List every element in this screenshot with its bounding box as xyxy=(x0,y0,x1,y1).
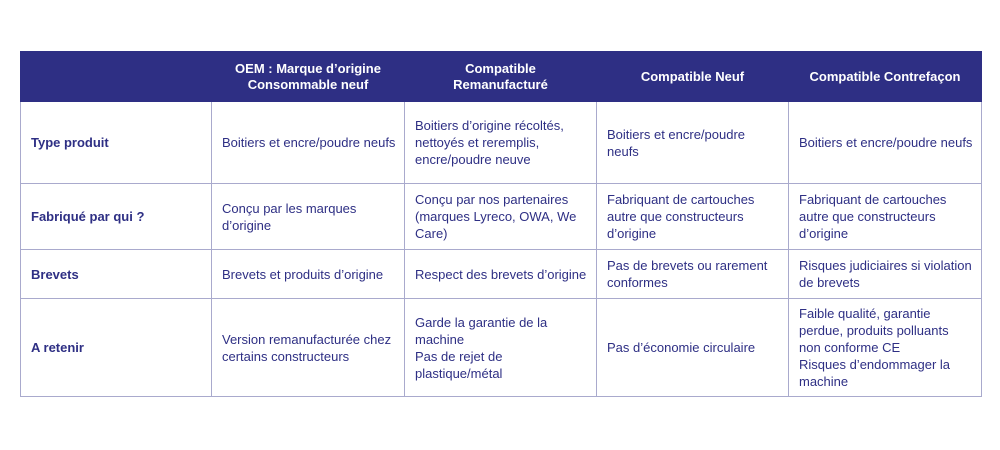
table-cell: Respect des brevets d’origine xyxy=(405,250,597,299)
header-contrefacon: Compatible Contrefaçon xyxy=(789,52,982,102)
table-cell: Fabriquant de cartouches autre que constructeurs d’origine xyxy=(789,184,982,250)
comparison-table xyxy=(20,51,982,397)
table-row xyxy=(21,299,982,397)
table-cell: Boitiers et encre/poudre neufs xyxy=(212,102,405,184)
table-row xyxy=(21,102,982,184)
table-cell: Faible qualité, garantie perdue, produits polluants non conforme CE Risques d’endommager la machine xyxy=(789,299,982,397)
table-cell: Boitiers et encre/poudre neufs xyxy=(789,102,982,184)
header-oem: OEM : Marque d’origine Consommable neuf xyxy=(212,52,405,102)
header-remanufacture: Compatible Remanufacturé xyxy=(405,52,597,102)
header-compatible-neuf: Compatible Neuf xyxy=(597,52,789,102)
table-cell: Brevets et produits d’origine xyxy=(212,250,405,299)
table-cell: Pas de brevets ou rarement conformes xyxy=(597,250,789,299)
row-label-brevets: Brevets xyxy=(21,250,212,299)
table-cell: Fabriquant de cartouches autre que constructeurs d’origine xyxy=(597,184,789,250)
table-cell: Risques judiciaires si violation de brevets xyxy=(789,250,982,299)
header-row xyxy=(21,52,982,102)
row-label-type-produit: Type produit xyxy=(21,102,212,184)
row-label-a-retenir: A retenir xyxy=(21,299,212,397)
table-cell: Conçu par nos partenaires (marques Lyreco, OWA, We Care) xyxy=(405,184,597,250)
row-label-fabrique-par-qui: Fabriqué par qui ? xyxy=(21,184,212,250)
table-cell: Version remanufacturée chez certains constructeurs xyxy=(212,299,405,397)
table-row xyxy=(21,250,982,299)
table-cell: Conçu par les marques d’origine xyxy=(212,184,405,250)
table-cell: Garde la garantie de la machine Pas de rejet de plastique/métal xyxy=(405,299,597,397)
table-row xyxy=(21,184,982,250)
header-empty xyxy=(21,52,212,102)
table-cell: Boitiers et encre/poudre neufs xyxy=(597,102,789,184)
table-cell: Pas d’économie circulaire xyxy=(597,299,789,397)
table-cell: Boitiers d’origine récoltés, nettoyés et reremplis, encre/poudre neuve xyxy=(405,102,597,184)
